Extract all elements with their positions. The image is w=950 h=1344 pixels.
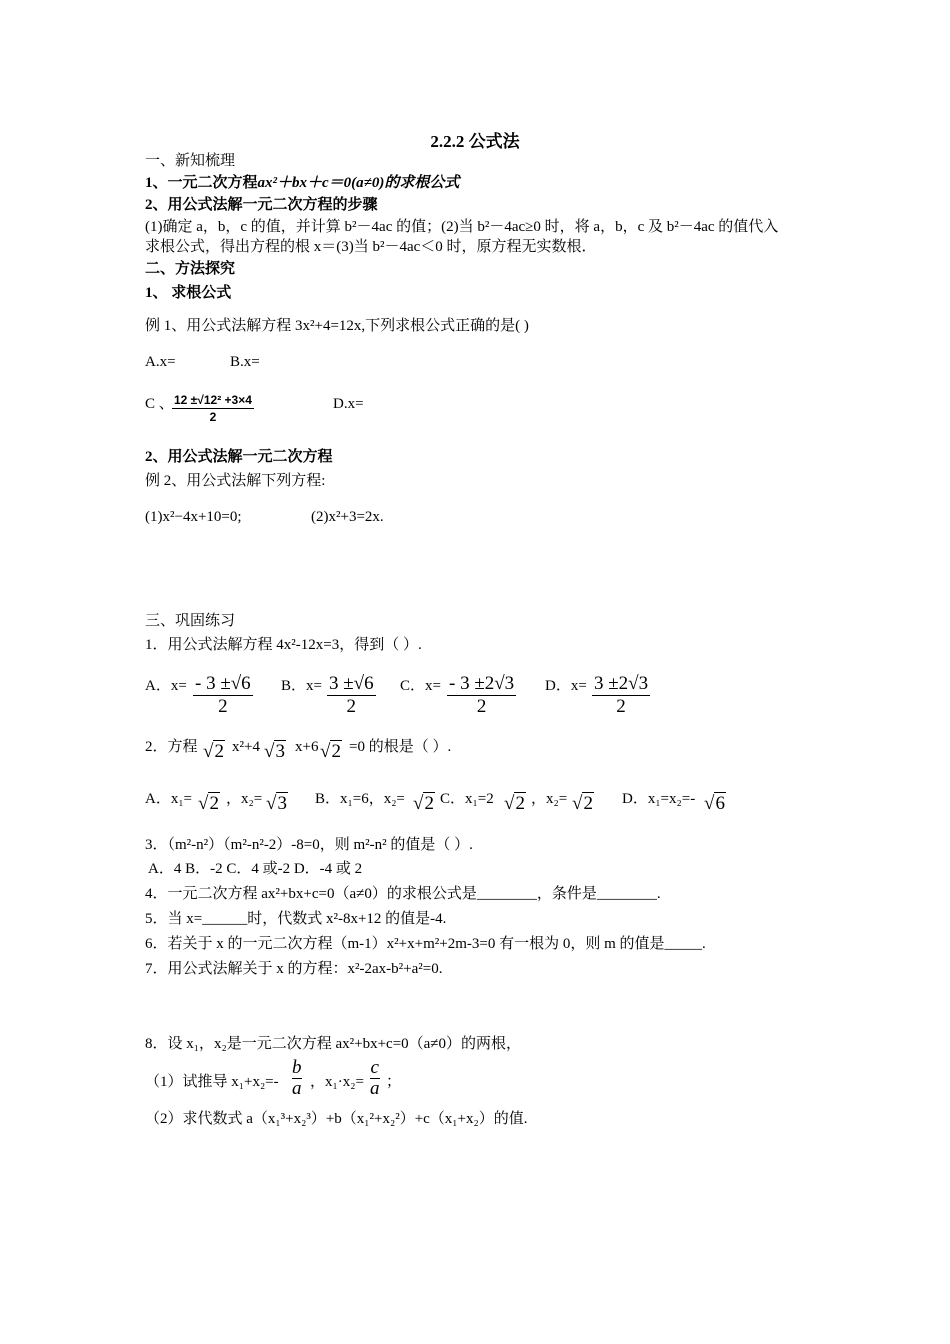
q1-option-d-fraction	[592, 673, 650, 718]
radicand: 2	[515, 793, 525, 814]
question-2-term-2: x+6	[295, 739, 319, 755]
fraction-numerator: - 3 ±√6	[195, 673, 251, 694]
sqrt-2-radical: √2	[413, 793, 434, 814]
fraction-numerator: b	[292, 1057, 302, 1078]
steps-line-2: 求根公式，得出方程的根 x＝(3)当 b²－4ac＜0 时，原方程无实数根．	[145, 239, 597, 255]
page-title: 2.2.2 公式法	[430, 132, 520, 151]
sqrt-2-radical: √2	[198, 793, 219, 814]
question-8-part-2: （2）求代数式 a（x₁³+x₂³）+b（x₁²+x₂²）+c（x₁+x₂）的值.	[145, 1111, 528, 1127]
question-1: 1．用公式法解方程 4x²-12x=3，得到（ ）.	[145, 637, 422, 653]
subheading-root-formula: 1、 求根公式	[145, 285, 232, 301]
heading-steps: 2、用公式法解一元二次方程的步骤	[145, 197, 378, 213]
example-2-part-1: (1)x²−4x+10=0;	[145, 509, 242, 525]
question-8-part-1-b: ，x₁·x₂=	[310, 1074, 364, 1090]
question-8: 8．设 x₁，x₂是一元二次方程 ax²+bx+c=0（a≠0）的两根，	[145, 1036, 522, 1052]
sqrt-3-radical: √3	[264, 741, 285, 762]
fraction-numerator: 3 ±2√3	[594, 673, 649, 694]
sqrt-3-radical: √3	[266, 793, 287, 814]
q2-option-c-x2: ，x₂=	[531, 791, 568, 807]
heading-formula-label: 1、一元二次方程	[145, 175, 258, 191]
radicand: 3	[275, 741, 285, 762]
fraction-denominator: a	[292, 1078, 302, 1099]
radicand: 2	[331, 741, 341, 762]
fraction-numerator: 12 ±√12² +3×4	[174, 393, 252, 407]
example-1-option-d: D.x=	[333, 396, 364, 412]
q1-option-b-label: B．x=	[281, 678, 322, 694]
q2-option-d: D．x₁=x₂=-	[622, 791, 696, 807]
question-2-term-1: x²+4	[232, 739, 260, 755]
q2-option-b: B．x₁=6，x₂=	[315, 791, 405, 807]
q8-fraction-b-over-a	[292, 1058, 302, 1099]
question-4: 4．一元二次方程 ax²+bx+c=0（a≠0）的求根公式是________，条件是________.	[145, 886, 661, 902]
steps-line-1: (1)确定 a，b，c 的值，并计算 b²－4ac 的值；(2)当 b²－4ac≥0 时，将 a，b，c 及 b²－4ac 的值代入	[145, 219, 779, 235]
sqrt-6-radical: √6	[704, 793, 725, 814]
question-2-prefix: 2．方程	[145, 739, 198, 755]
heading-formula	[145, 173, 459, 193]
radicand: 2	[424, 793, 434, 814]
question-8-part-1-a: （1）试推导 x₁+x₂=-	[145, 1074, 279, 1090]
q1-option-b-fraction	[327, 673, 376, 718]
q2-option-a: A．x₁=	[145, 791, 193, 807]
radicand: 2	[214, 741, 224, 762]
section-3-heading: 三、巩固练习	[145, 613, 236, 629]
fraction-denominator: 2	[476, 696, 487, 717]
radicand: 2	[209, 793, 219, 814]
fraction-numerator: - 3 ±2√3	[449, 673, 515, 694]
section-2-heading: 二、方法探究	[145, 261, 236, 277]
fraction-denominator: a	[370, 1078, 380, 1099]
question-5: 5．当 x=______时，代数式 x²-8x+12 的值是-4.	[145, 911, 447, 927]
section-1-heading: 一、新知梳理	[145, 153, 236, 169]
fraction-denominator: 2	[218, 696, 228, 717]
fraction-denominator: 2	[346, 696, 357, 717]
example-1: 例 1、用公式法解方程 3x²+4=12x,下列求根公式正确的是( )	[145, 318, 529, 334]
example-2: 例 2、用公式法解下列方程:	[145, 473, 326, 489]
q1-option-c-fraction	[447, 673, 516, 718]
question-8-part-1-c: ；	[386, 1074, 402, 1090]
sqrt-2-radical: √2	[504, 793, 525, 814]
example-1-option-b: B.x=	[230, 354, 260, 370]
heading-formula-expr: ax²＋bx＋c＝0(a≠0)的求根公式	[257, 175, 460, 191]
q1-option-d-label: D．x=	[545, 678, 587, 694]
q2-option-a-x2: ，x₂=	[226, 791, 263, 807]
question-6: 6．若关于 x 的一元二次方程（m-1）x²+x+m²+2m-3=0 有一根为 0，则 m 的值是_____.	[145, 936, 706, 952]
sqrt-2-radical: √2	[320, 741, 341, 762]
fraction-numerator: 3 ±√6	[329, 673, 374, 694]
q1-option-a-fraction	[193, 673, 253, 718]
q1-option-c-label: C．x=	[400, 678, 441, 694]
sqrt-2-radical: √2	[572, 793, 593, 814]
question-2-suffix: =0 的根是（ ）.	[349, 739, 452, 755]
fraction-numerator: c	[370, 1057, 379, 1078]
question-7: 7．用公式法解关于 x 的方程：x²-2ax-b²+a²=0.	[145, 961, 443, 977]
radicand: 3	[277, 793, 287, 814]
sqrt-2-radical: √2	[203, 741, 224, 762]
question-3-options: A．4 B．-2 C．4 或-2 D．-4 或 2	[148, 861, 363, 877]
example-2-part-2: (2)x²+3=2x.	[311, 509, 384, 525]
example-1-option-a: A.x=	[145, 354, 176, 370]
question-3: 3．（m²-n²）（m²-n²-2）-8=0，则 m²-n² 的值是（ ）.	[145, 837, 473, 853]
fraction-denominator: 2	[616, 696, 626, 717]
example-1-option-c: C 、	[145, 396, 174, 412]
radicand: 6	[715, 793, 725, 814]
example-1-option-c-fraction	[172, 392, 254, 425]
q1-option-a-label: A．x=	[145, 678, 187, 694]
radicand: 2	[583, 793, 593, 814]
q2-option-c: C．x₁=2	[440, 791, 494, 807]
subheading-solve: 2、用公式法解一元二次方程	[145, 449, 333, 465]
q8-fraction-c-over-a	[370, 1058, 380, 1099]
fraction-denominator: 2	[209, 410, 217, 424]
